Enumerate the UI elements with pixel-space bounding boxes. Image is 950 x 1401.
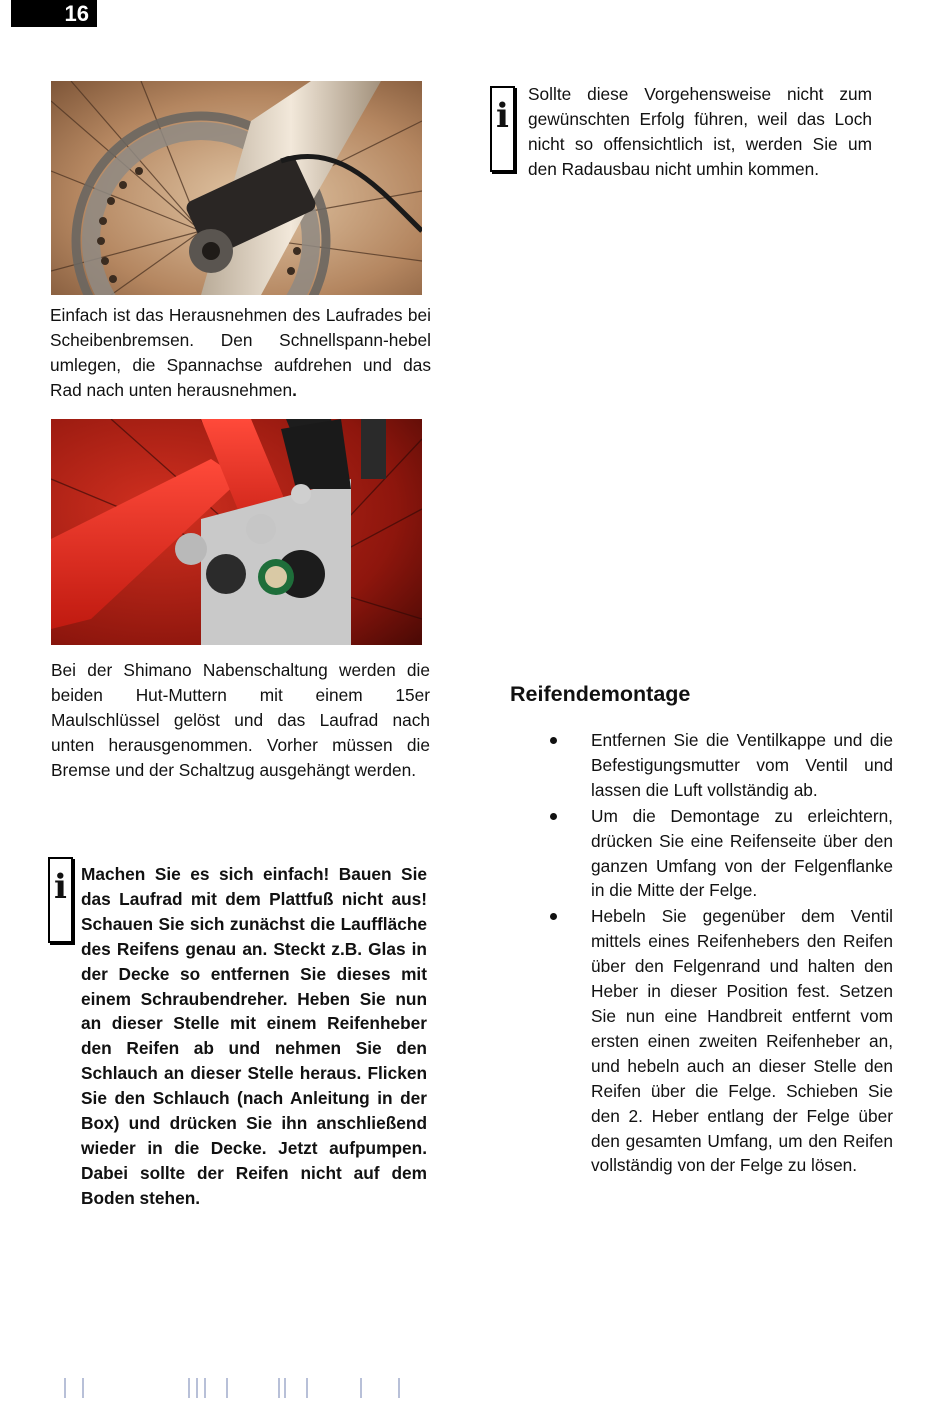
- footer-marks: [62, 1378, 442, 1398]
- page-number: 16: [11, 0, 97, 27]
- bullet-icon: [550, 813, 557, 820]
- section-heading: Reifendemontage: [510, 682, 691, 706]
- hub-gear-caption: Bei der Shimano Nabenschaltung werden die beiden Hut-Muttern mit einem 15er Maulschlüssel gelöst und das Laufrad nach unten herausgenommen. Vorher müssen die Bremse und der Schaltzug ausgehängt werden.: [51, 660, 430, 780]
- info-icon: i: [490, 86, 515, 172]
- bullet-icon: [550, 913, 557, 920]
- tire-removal-list: [548, 728, 893, 1179]
- list-item: [548, 728, 893, 803]
- tip-text: Machen Sie es sich einfach! Bauen Sie das Laufrad mit dem Plattfuß nicht aus! Schauen Sie sich zunächst die Lauffläche des Reifens genau an. Steckt z.B. Glas in der Decke so entfernen Sie dieses mit einem Schraubendreher. Heben Sie nun an dieser Stelle mit einem Reifenheber den Reifen ab und nehmen Sie den Schlauch an dieser Stelle heraus. Flicken Sie den Schlauch (nach Anleitung in der Box) und drücken Sie ihn anschließend wieder in die Decke. Jetzt aufpumpen. Dabei sollte der Reifen nicht auf dem Boden stehen.: [81, 864, 427, 1208]
- disc-brake-caption-end: .: [292, 379, 297, 400]
- info-icon: i: [48, 857, 73, 943]
- disc-brake-caption-text: Einfach ist das Herausnehmen des Laufrades bei Scheibenbremsen. Den Schnellspann-hebel umlegen, die Spannachse aufdrehen und das Rad nach unten herausnehmen: [50, 305, 431, 400]
- disc-brake-photo: [51, 81, 422, 295]
- list-item: [548, 804, 893, 904]
- disc-brake-caption: [50, 303, 431, 403]
- list-item-text: Um die Demontage zu erleichtern, drücken Sie eine Reifenseite über den ganzen Umfang von der Felgenflanke in die Mitte der Felge.: [591, 805, 893, 901]
- info-note-text: Sollte diese Vorgehensweise nicht zum gewünschten Erfolg führen, weil das Loch nicht so offensichtlich ist, werden Sie um den Radausbau nicht umhin kommen.: [528, 84, 872, 179]
- list-item-text: Entfernen Sie die Ventilkappe und die Befestigungsmutter vom Ventil und lassen die Luft vollständig ab.: [591, 730, 893, 800]
- bullet-icon: [550, 737, 557, 744]
- list-item-text: Hebeln Sie gegenüber dem Ventil mittels eines Reifenhebers den Reifen über den Felgenrand und halten den Heber in dieser Position fest. Setzen Sie nun eine Handbreit entfernt vom ersten einen zweiten Reifenheber an, und hebeln auch an dieser Stelle den Reifen über die Felge. Schieben Sie den 2. Heber entlang der Felge über den gesamten Umfang, um den Reifen vollständig von der Felge zu lösen.: [591, 906, 893, 1176]
- list-item: [548, 904, 893, 1178]
- hub-gear-photo: [51, 419, 422, 645]
